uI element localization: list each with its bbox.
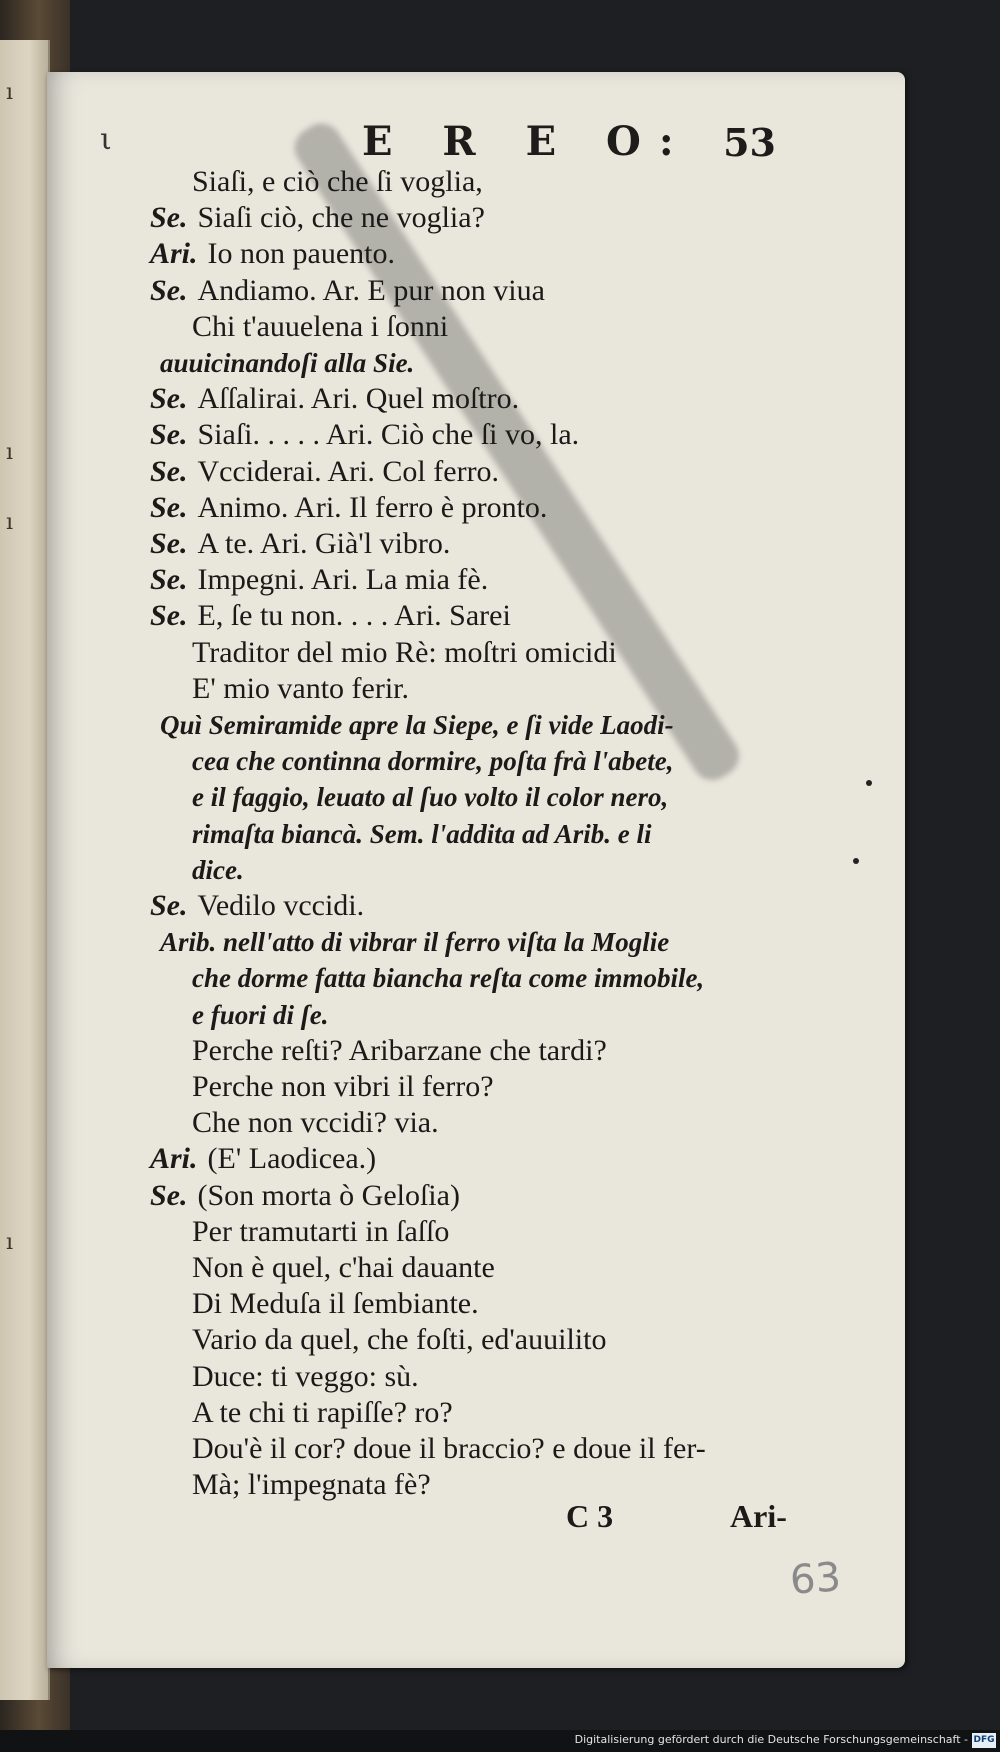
signature-mark: C 3 — [566, 1498, 614, 1534]
stage-direction-line — [192, 961, 704, 995]
verse-line — [150, 527, 450, 561]
line-text: auuicinandoſi alla Sie. — [160, 348, 415, 378]
verse-line — [192, 636, 617, 670]
dfg-logo: DFG — [972, 1733, 996, 1748]
ink-speck — [853, 858, 859, 864]
line-text: Dou'è il cor? doue il braccio? e doue il fer- — [192, 1432, 706, 1465]
line-text: rimaſta biancà. Sem. l'addita ad Arib. e li — [192, 818, 652, 849]
verse-line — [150, 418, 579, 452]
verse-line — [192, 1432, 706, 1466]
pencil-folio-number: 63 — [788, 1554, 843, 1604]
stage-direction-line — [192, 780, 668, 814]
line-text: Di Meduſa il ſembiante. — [192, 1287, 479, 1321]
line-text: Perche reſti? Aribarzane che tardi? — [192, 1033, 607, 1067]
verse-line — [192, 672, 409, 706]
stage-direction-line — [192, 998, 328, 1032]
speaker-label: Se. — [150, 599, 188, 633]
speaker-label: Se. — [150, 418, 188, 452]
verse-line — [192, 1251, 495, 1285]
line-text: Traditor del mio Rè: moſtri omicidi — [192, 635, 617, 669]
verse-line — [192, 165, 483, 199]
verse-line — [150, 382, 519, 416]
line-text: Siaſi. . . . . Ari. Ciò che ſi vo, la. — [197, 418, 580, 452]
verse-line — [192, 1287, 479, 1321]
margin-mark: ι — [100, 122, 112, 157]
speaker-label: Se. — [150, 1178, 188, 1212]
line-text: Vario da quel, che foſti, ed'auuilito — [192, 1323, 607, 1357]
footer-bar — [0, 1730, 1000, 1752]
page-header — [156, 118, 776, 170]
line-text: dice. — [192, 854, 244, 885]
line-text: che dorme fatta biancha reſta come immobile, — [192, 963, 705, 994]
verse-line — [150, 491, 547, 525]
line-text: e il faggio, leuato al ſuo volto il color nero, — [192, 782, 669, 813]
funding-credit: Digitalisierung gefördert durch die Deutsche Forschungsgemeinschaft - — [574, 1733, 968, 1746]
line-text: Siaſi, e ciò che ſi voglia, — [192, 165, 483, 198]
line-text: Per tramutarti in ſaſſo — [192, 1214, 450, 1248]
line-text: e fuori di ſe. — [192, 999, 329, 1030]
line-text: Impegni. Ari. La mia fè. — [197, 563, 489, 597]
line-text: Andiamo. Ar. E pur non viua — [197, 273, 545, 307]
verse-line — [192, 1468, 431, 1502]
stage-direction-line — [160, 708, 674, 742]
verse-line — [150, 563, 488, 597]
line-text: Mà; l'impegnata fè? — [192, 1468, 431, 1502]
stage-direction-line — [192, 744, 673, 778]
verse-line — [150, 201, 485, 235]
line-text: Vcciderai. Ari. Col ferro. — [197, 454, 500, 488]
verse-line — [192, 1034, 607, 1068]
verse-line — [150, 237, 395, 271]
line-text: A te. Ari. Già'l vibro. — [197, 527, 451, 560]
speaker-label: Se. — [150, 889, 188, 922]
speaker-label: Se. — [150, 382, 188, 416]
verse-line — [150, 1142, 376, 1176]
line-text: Perche non vibri il ferro? — [192, 1070, 494, 1103]
line-text: E, ſe tu non. . . . Ari. Sarei — [197, 599, 511, 633]
verse-line — [150, 274, 545, 308]
line-text: Chi t'auuelena i ſonni — [192, 309, 449, 343]
speaker-label: Ari. — [150, 237, 198, 271]
line-text: cea che continna dormire, poſta frà l'abete, — [192, 746, 674, 777]
line-text: Che non vccidi? via. — [192, 1106, 439, 1140]
speaker-label: Se. — [150, 454, 188, 488]
line-text: Siaſi ciò, che ne voglia? — [197, 201, 485, 235]
line-text: Vedilo vccidi. — [197, 889, 365, 922]
speaker-label: Ari. — [150, 1142, 198, 1176]
line-text: E' mio vanto ferir. — [192, 671, 410, 705]
verse-line — [192, 1360, 419, 1394]
catchword: Ari- — [730, 1498, 787, 1534]
verse-line — [192, 1396, 453, 1430]
speaker-label: Se. — [150, 201, 188, 235]
line-text: (E' Laodicea.) — [207, 1142, 377, 1176]
line-text: Non è quel, c'hai dauante — [192, 1251, 495, 1284]
book-page — [47, 72, 905, 1668]
stage-direction-line — [160, 346, 414, 380]
line-text: Duce: ti veggo: sù. — [192, 1359, 419, 1393]
speaker-label: Se. — [150, 490, 188, 524]
verse-line — [150, 599, 511, 633]
speaker-label: Se. — [150, 563, 188, 597]
verse-line — [150, 1179, 460, 1213]
stage-direction-line — [192, 817, 652, 851]
line-text: A te chi ti rapiſſe? ro? — [192, 1395, 453, 1429]
line-text: Aſſalirai. Ari. Quel moſtro. — [197, 382, 520, 416]
speaker-label: Se. — [150, 527, 188, 560]
ink-speck — [866, 780, 872, 786]
verse-line — [150, 889, 364, 923]
line-text: Io non pauento. — [207, 237, 395, 271]
verse-line — [192, 1323, 606, 1357]
stage-direction-line — [192, 853, 244, 887]
verse-line — [192, 1106, 439, 1140]
line-text: Animo. Ari. Il ferro è pronto. — [197, 490, 548, 524]
speaker-label: Se. — [150, 273, 188, 307]
line-text: Quì Semiramide apre la Siepe, e ſi vide Laodi- — [160, 710, 674, 740]
line-text: Arib. nell'atto di vibrar il ferro viſta la Moglie — [160, 927, 670, 958]
verse-line — [192, 1215, 449, 1249]
verse-line — [192, 1070, 494, 1104]
verse-line — [150, 455, 499, 489]
page-number: 53 — [723, 120, 776, 165]
running-title: E R E O: — [362, 118, 692, 165]
verse-line — [192, 310, 448, 344]
line-text: (Son morta ò Geloſia) — [197, 1178, 460, 1212]
stage-direction-line — [160, 925, 669, 959]
facing-page-edge: ı ı ı ı — [0, 40, 50, 1700]
